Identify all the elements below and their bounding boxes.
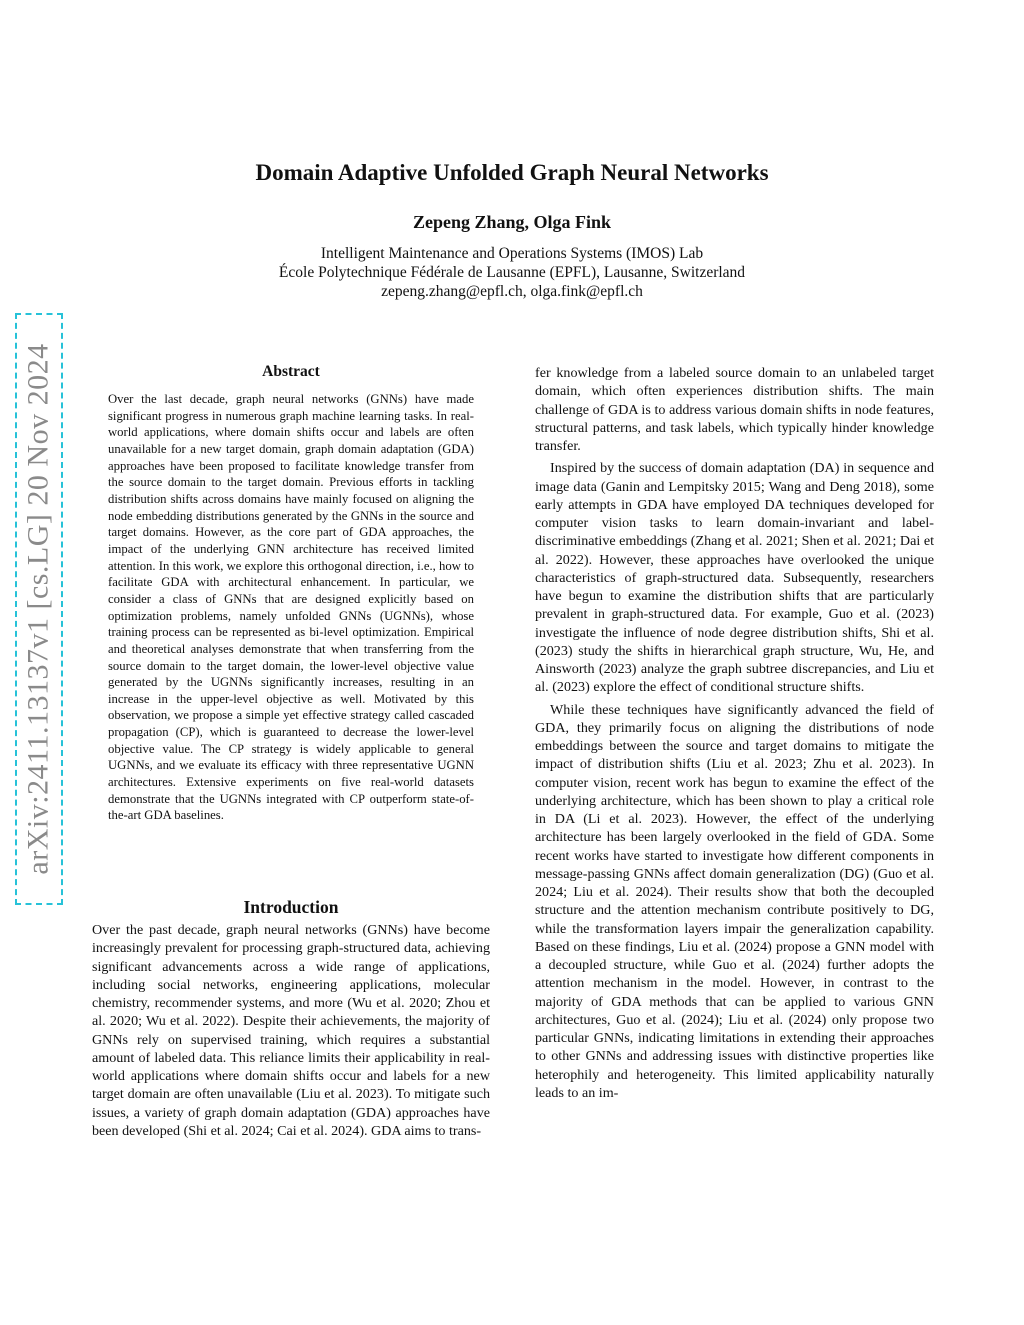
introduction-paragraph-3: While these techniques have significantly advanced the field of GDA, they primarily focus on aligning the distributions of node embeddings between the source and target domains to mitigate the impact of distribution shifts (Liu et al. 2023; Zhu et al. 2023). In computer vision, recent work has begun to examine the effect of the underlying architecture, which has been shown to play a critical role in DA (Li et al. 2023). However, the effect of the underlying architecture has been largely overlooked in the field of GDA. Some recent works have started to investigate how different components in message-passing GNNs affect domain generalization (DG) (Guo et al. 2024; Liu et al. 2024). Their results show that both the decoupled structure and the attention mechanism contribute positively to DG, while the transformation layers impair the generalization capability. Based on these findings, Liu et al. (2024) propose a GNN model with a decoupled structure, while Guo et al. (2024) further adopts the attention mechanism in the model. However, in contrast to the majority of GDA methods that can be applied to various GNN architectures, Guo et al. (2024); Liu et al. (2024) only propose two particular GNNs, indicating limitations in extending their approaches to other GNNs and addressing issues with distinctive properties like heterophily and heterogeneity. This limited applicability naturally leads to an im-: [535, 701, 934, 1101]
arxiv-stamp: [15, 313, 63, 905]
arxiv-identifier: arXiv:2411.13137v1 [cs.LG] 20 Nov 2024: [22, 343, 55, 875]
abstract-heading: Abstract: [262, 363, 320, 380]
introduction-paragraph-1: Over the past decade, graph neural networks (GNNs) have become increasingly prevalent for processing graph-structured data, achieving significant advancements across a wide range of applications, including social networks, engineering applications, molecular chemistry, recommender systems, and more (Wu et al. 2020; Zhou et al. 2020; Wu et al. 2022). Despite their achievements, the majority of GNNs rely on supervised training, which requires a substantial amount of labeled data. This reliance limits their applicability in real-world applications where domain shifts occur and labels for a new target domain are often unavailable (Liu et al. 2023). To mitigate such issues, a variety of graph domain adaptation (GDA) approaches have been developed (Shi et al. 2024; Cai et al. 2024). GDA aims to trans-: [92, 922, 490, 1139]
introduction-right-column: [535, 364, 934, 1102]
abstract-paragraph: Over the last decade, graph neural networks (GNNs) have made significant progress in numerous graph machine learning tasks. In real-world applications, where domain shifts occur and labels are often unavailable for a new target domain, graph domain adaptation (GDA) approaches have been proposed to facilitate knowledge transfer from the source domain to the target domain. Previous efforts in tackling distribution shifts across domains have mainly focused on aligning the node embedding distributions generated by the GNNs in the source and target domains. However, as the core part of GDA approaches, the impact of the underlying GNN architecture has received limited attention. In this work, we explore this orthogonal direction, i.e., how to facilitate GDA with architectural enhancement. In particular, we consider a class of GNNs that are designed explicitly based on optimization problems, namely unfolded GNNs (UGNNs), whose training process can be represented as bi-level optimization. Empirical and theoretical analyses demonstrate that when transferring from the source domain to the target domain, the lower-level objective value generated by the UGNNs significantly increases, resulting in an increase in the upper-level objective as well. Motivated by this observation, we propose a simple yet effective strategy called cascaded propagation (CP), which is guaranteed to decrease the lower-level objective value. The CP strategy is widely applicable to general UGNNs, and we evaluate its efficacy with three representative UGNN architectures. Extensive experiments on five real-world datasets demonstrate that the UGNNs integrated with CP outperform state-of-the-art GDA baselines.: [108, 392, 474, 823]
affiliation-lab: Intelligent Maintenance and Operations Systems (IMOS) Lab: [320, 245, 704, 262]
paper-authors: Zepeng Zhang, Olga Fink: [412, 212, 612, 232]
affiliation-block: [0, 244, 1024, 301]
abstract-body: [108, 391, 474, 824]
introduction-paragraph-2: Inspired by the success of domain adaptation (DA) in sequence and image data (Ganin and Lempitsky 2015; Wang and Deng 2018), some early attempts in GDA have employed DA techniques developed for computer vision tasks to learn domain-invariant and label-discriminative embeddings (Zhang et al. 2021; Shen et al. 2021; Dai et al. 2022). However, these approaches have overlooked the unique characteristics of graph-structured data. Subsequently, researchers have begun to examine the distribution shifts that are particularly prevalent in graph-structured data. For example, Guo et al. (2023) investigate the influence of node degree distribution shifts, Shi et al. (2023) study the shifts in hierarchical graph structure, Wu, He, and Ainsworth (2023) analyze the graph subtree discrepancies, and Liu et al. (2023) explore the effect of conditional structure shifts.: [535, 460, 934, 696]
affiliation-institution: École Polytechnique Fédérale de Lausanne (EPFL), Lausanne, Switzerland: [278, 264, 746, 281]
introduction-heading: Introduction: [243, 897, 339, 917]
paper-title: Domain Adaptive Unfolded Graph Neural Networks: [255, 160, 769, 185]
introduction-paragraph-1-continued: fer knowledge from a labeled source domain to an unlabeled target domain, which often experiences distribution shifts. The main challenge of GDA is to address various domain shifts in node features, structural patterns, and task labels, which typically hinder knowledge transfer.: [535, 365, 934, 454]
author-emails: zepeng.zhang@epfl.ch, olga.fink@epfl.ch: [381, 283, 643, 300]
introduction-left-column: [92, 921, 490, 1140]
